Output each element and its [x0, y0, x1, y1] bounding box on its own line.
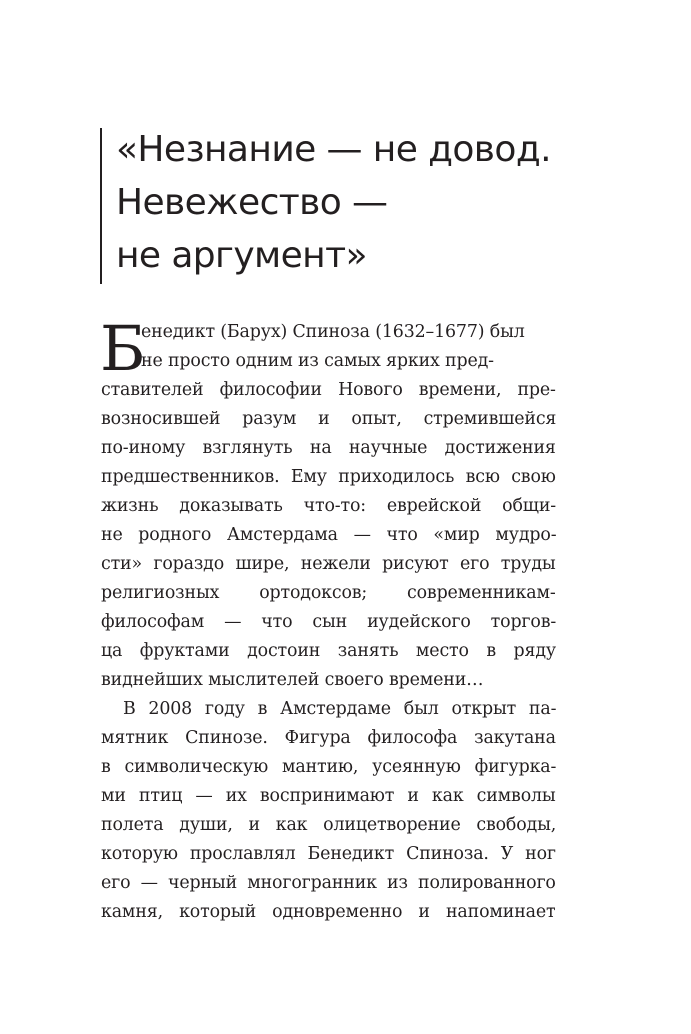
text-line: виднейших мыслителей своего времени…: [101, 670, 484, 690]
text-line: полета души, и как олицетворение свободы,: [101, 815, 557, 835]
text-line: религиозных ортодоксов; современникам-: [101, 583, 556, 603]
title-line: «Незнание — не довод.: [116, 129, 551, 170]
text-line: В 2008 году в Амстердаме был открыт па-: [123, 699, 557, 719]
text-line: сти» гораздо шире, нежели рисуют его труды: [101, 554, 556, 574]
text-line: енедикт (Барух) Спиноза (1632–1677) был: [141, 322, 525, 342]
text-line: возносившей разум и опыт, стремившейся: [101, 409, 557, 429]
chapter-title: [116, 123, 676, 282]
text-line: предшественников. Ему приходилось всю свою: [101, 467, 556, 487]
text-line: ца фруктами достоин занять место в ряду: [101, 641, 557, 661]
text-line: не родного Амстердама — что «мир мудро-: [101, 525, 557, 545]
text-line: в символическую мантию, усеянную фигурка-: [101, 757, 557, 777]
text-line: по-иному взглянуть на научные достижения: [101, 438, 556, 458]
text-line: жизнь доказывать что-то: еврейской общи-: [101, 496, 556, 516]
title-line: не аргумент»: [116, 235, 367, 276]
text-line: его — черный многогранник из полированного: [101, 873, 556, 893]
text-line: философам — что сын иудейского торгов-: [101, 612, 557, 632]
text-line: ми птиц — их воспринимают и как символы: [101, 786, 556, 806]
drop-cap: Б: [100, 312, 146, 385]
paragraph-2: [101, 695, 556, 927]
text-line: не просто одним из самых ярких пред-: [141, 351, 494, 371]
title-line: Невежество —: [116, 182, 388, 223]
text-line: ставителей философии Нового времени, пре-: [101, 380, 556, 400]
text-line: которую прославлял Бенедикт Спиноза. У ног: [101, 844, 556, 864]
title-vertical-rule: [100, 128, 102, 284]
text-line: камня, который одновременно и напоминает: [101, 902, 556, 922]
text-line: мятник Спинозе. Фигура философа закутана: [101, 728, 556, 748]
paragraph-1: [100, 312, 557, 695]
